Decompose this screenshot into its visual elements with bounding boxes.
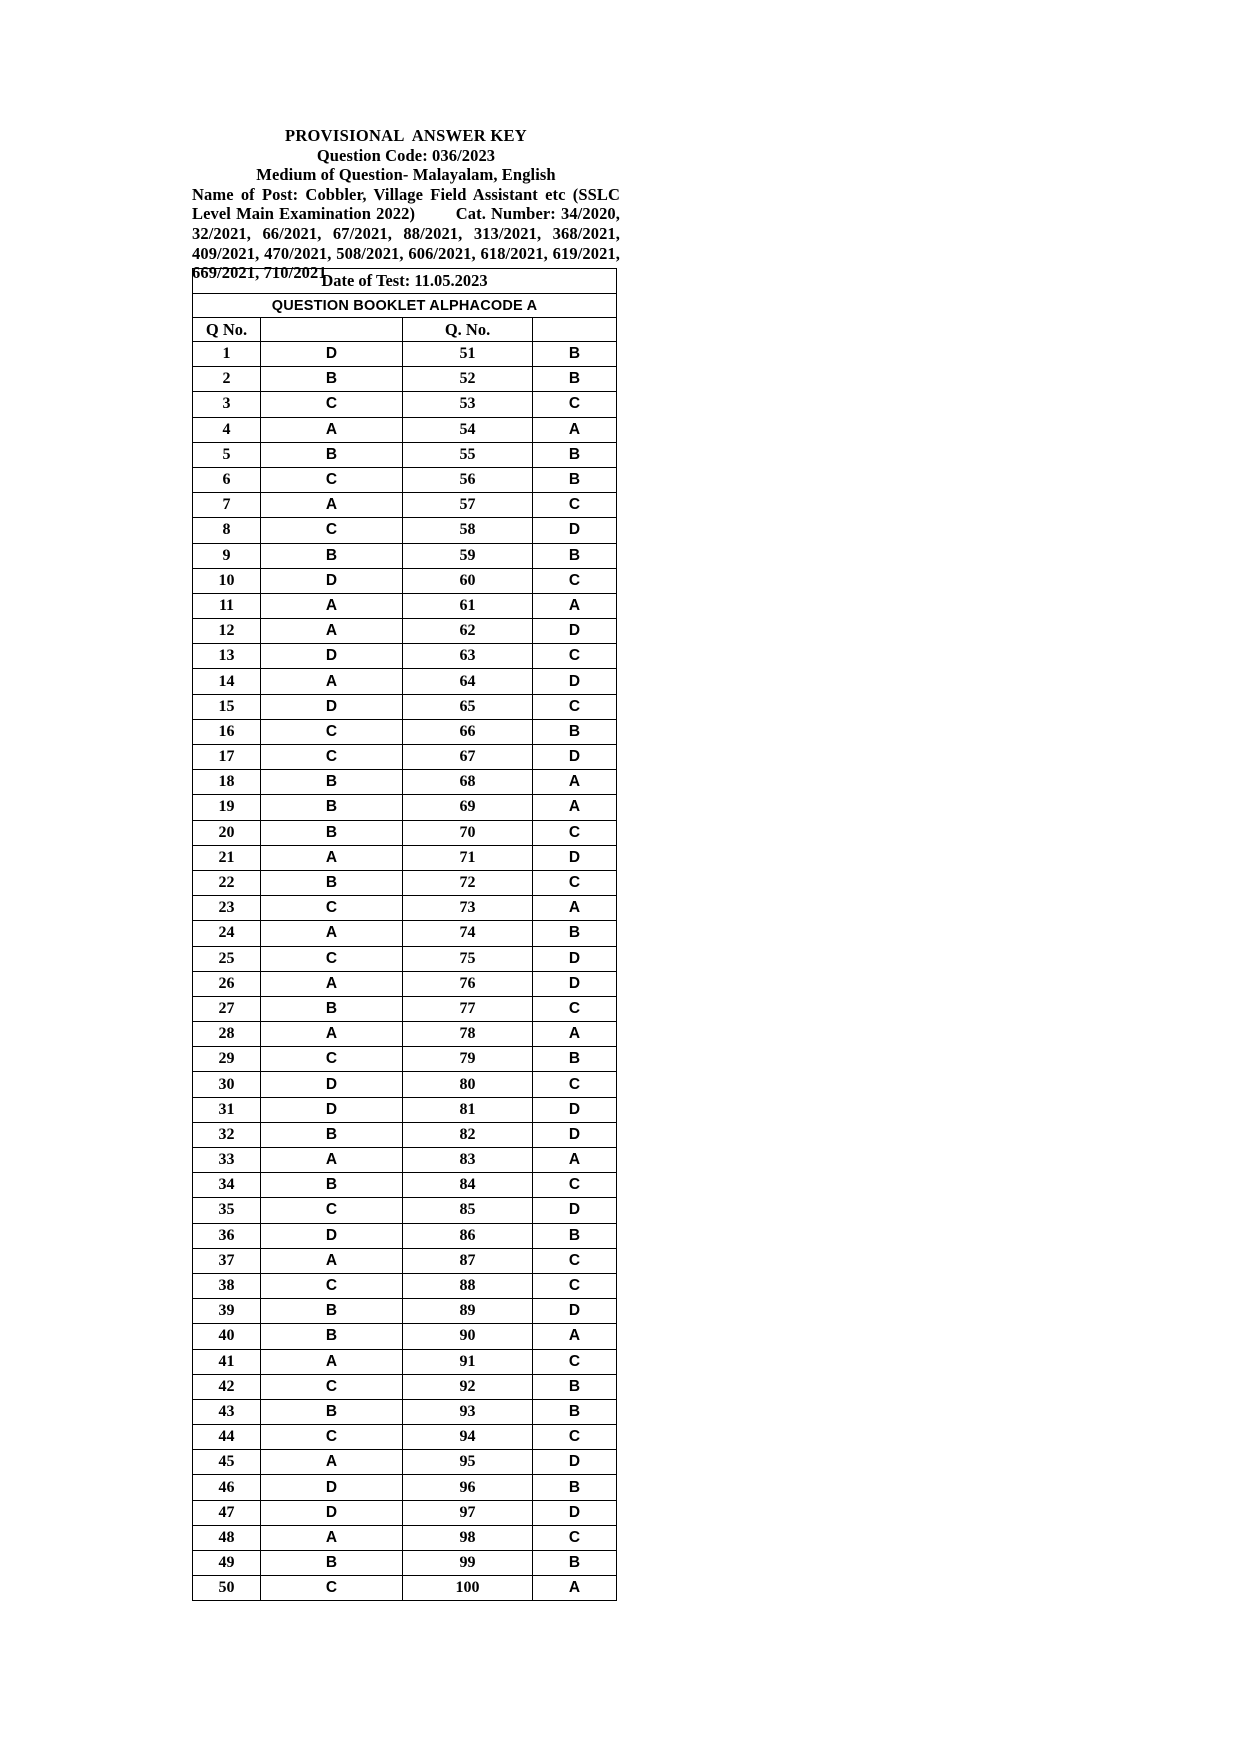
answer-left: A: [261, 593, 403, 618]
question-number-right: 81: [403, 1097, 533, 1122]
question-number-left: 6: [193, 467, 261, 492]
table-row: [193, 417, 617, 442]
table-row: [193, 996, 617, 1021]
answer-left: D: [261, 694, 403, 719]
question-number-right: 96: [403, 1475, 533, 1500]
answer-left: B: [261, 1551, 403, 1576]
question-number-left: 40: [193, 1324, 261, 1349]
table-row: [193, 1122, 617, 1147]
table-row: [193, 1349, 617, 1374]
answer-right: B: [533, 1475, 617, 1500]
answer-right: B: [533, 442, 617, 467]
post-name-line-1: Name of Post: Cobbler, Village Field Assistant etc (SSLC: [192, 184, 620, 204]
question-number-left: 25: [193, 946, 261, 971]
question-number-right: 52: [403, 367, 533, 392]
answer-left: B: [261, 1173, 403, 1198]
alphacode-row: [193, 294, 617, 318]
question-number-left: 38: [193, 1273, 261, 1298]
answer-left: B: [261, 442, 403, 467]
answer-left: D: [261, 1223, 403, 1248]
question-number-right: 57: [403, 493, 533, 518]
table-row: [193, 896, 617, 921]
answer-left: B: [261, 367, 403, 392]
answer-right: C: [533, 1273, 617, 1298]
answer-left: B: [261, 870, 403, 895]
document-header: [192, 126, 620, 283]
answer-right: C: [533, 1072, 617, 1097]
question-number-left: 7: [193, 493, 261, 518]
question-number-right: 93: [403, 1399, 533, 1424]
answer-right: C: [533, 1525, 617, 1550]
question-number-left: 47: [193, 1500, 261, 1525]
table-row: [193, 1450, 617, 1475]
answer-right: A: [533, 770, 617, 795]
question-number-right: 69: [403, 795, 533, 820]
question-number-right: 67: [403, 745, 533, 770]
question-number-right: 58: [403, 518, 533, 543]
table-row: [193, 392, 617, 417]
category-number-line-2: 409/2021, 470/2021, 508/2021, 606/2021, 618/2021, 619/2021,: [192, 243, 620, 263]
answer-right: B: [533, 1223, 617, 1248]
table-row: [193, 820, 617, 845]
answer-left: C: [261, 946, 403, 971]
answer-right: A: [533, 1576, 617, 1601]
question-number-left: 41: [193, 1349, 261, 1374]
table-row: [193, 467, 617, 492]
answer-right: D: [533, 619, 617, 644]
question-number-left: 32: [193, 1122, 261, 1147]
question-number-right: 90: [403, 1324, 533, 1349]
question-number-right: 55: [403, 442, 533, 467]
column-header-qno-left: Q No.: [193, 318, 261, 342]
table-row: [193, 745, 617, 770]
question-number-right: 60: [403, 568, 533, 593]
question-number-left: 19: [193, 795, 261, 820]
table-row: [193, 1097, 617, 1122]
question-number-left: 27: [193, 996, 261, 1021]
question-number-right: 88: [403, 1273, 533, 1298]
answer-right: B: [533, 1399, 617, 1424]
answer-left: C: [261, 1576, 403, 1601]
table-row: [193, 1525, 617, 1550]
table-row: [193, 694, 617, 719]
question-number-right: 54: [403, 417, 533, 442]
question-number-left: 18: [193, 770, 261, 795]
question-number-right: 65: [403, 694, 533, 719]
answer-left: C: [261, 467, 403, 492]
answer-left: C: [261, 896, 403, 921]
date-of-test-cell: Date of Test: 11.05.2023: [193, 269, 617, 294]
answer-right: C: [533, 392, 617, 417]
table-row: [193, 1475, 617, 1500]
answer-left: A: [261, 921, 403, 946]
answer-right: B: [533, 543, 617, 568]
answer-right: C: [533, 996, 617, 1021]
table-row: [193, 1248, 617, 1273]
answer-left: C: [261, 1198, 403, 1223]
table-row: [193, 543, 617, 568]
answer-left: B: [261, 1122, 403, 1147]
question-number-left: 14: [193, 669, 261, 694]
answer-right: D: [533, 845, 617, 870]
answer-left: A: [261, 971, 403, 996]
question-number-left: 45: [193, 1450, 261, 1475]
answer-right: D: [533, 1500, 617, 1525]
table-row: [193, 1576, 617, 1601]
question-number-left: 8: [193, 518, 261, 543]
category-number-line-3: 669/2021, 710/2021: [192, 263, 327, 283]
table-row: [193, 619, 617, 644]
table-row: [193, 1273, 617, 1298]
answer-left: D: [261, 1500, 403, 1525]
question-number-right: 91: [403, 1349, 533, 1374]
question-number-left: 35: [193, 1198, 261, 1223]
answer-right: C: [533, 493, 617, 518]
question-number-right: 97: [403, 1500, 533, 1525]
question-number-right: 78: [403, 1022, 533, 1047]
answer-right: A: [533, 1148, 617, 1173]
question-number-left: 24: [193, 921, 261, 946]
question-number-left: 34: [193, 1173, 261, 1198]
question-number-left: 16: [193, 719, 261, 744]
table-row: [193, 1324, 617, 1349]
question-number-left: 10: [193, 568, 261, 593]
question-number-right: 84: [403, 1173, 533, 1198]
column-header-answer-right: [533, 318, 617, 342]
answer-right: C: [533, 1248, 617, 1273]
question-number-right: 77: [403, 996, 533, 1021]
question-number-left: 21: [193, 845, 261, 870]
answer-left: A: [261, 619, 403, 644]
question-number-left: 9: [193, 543, 261, 568]
answer-left: D: [261, 568, 403, 593]
answer-right: A: [533, 593, 617, 618]
question-number-right: 53: [403, 392, 533, 417]
answer-left: B: [261, 996, 403, 1021]
question-number-right: 92: [403, 1374, 533, 1399]
answer-right: D: [533, 1122, 617, 1147]
question-number-right: 83: [403, 1148, 533, 1173]
answer-right: C: [533, 694, 617, 719]
question-number-left: 1: [193, 342, 261, 367]
question-number-right: 75: [403, 946, 533, 971]
answer-left: B: [261, 1299, 403, 1324]
table-row: [193, 1299, 617, 1324]
table-row: [193, 1198, 617, 1223]
table-row: [193, 1500, 617, 1525]
question-number-right: 76: [403, 971, 533, 996]
answer-right: C: [533, 1173, 617, 1198]
question-number-left: 15: [193, 694, 261, 719]
table-row: [193, 644, 617, 669]
question-number-right: 73: [403, 896, 533, 921]
question-number-right: 72: [403, 870, 533, 895]
answer-left: C: [261, 745, 403, 770]
question-number-right: 86: [403, 1223, 533, 1248]
answer-left: B: [261, 795, 403, 820]
question-number-right: 64: [403, 669, 533, 694]
answer-left: A: [261, 1450, 403, 1475]
question-number-right: 59: [403, 543, 533, 568]
column-header-row: [193, 318, 617, 342]
answer-left: A: [261, 1349, 403, 1374]
table-row: [193, 1022, 617, 1047]
answer-key-table: [192, 268, 617, 1601]
answer-left: A: [261, 417, 403, 442]
column-header-qno-right: Q. No.: [403, 318, 533, 342]
answer-right: A: [533, 795, 617, 820]
question-number-right: 100: [403, 1576, 533, 1601]
table-row: [193, 442, 617, 467]
table-row: [193, 1148, 617, 1173]
question-number-left: 42: [193, 1374, 261, 1399]
question-number-left: 46: [193, 1475, 261, 1500]
answer-right: A: [533, 417, 617, 442]
question-number-left: 31: [193, 1097, 261, 1122]
question-number-right: 74: [403, 921, 533, 946]
table-row: [193, 946, 617, 971]
question-number-right: 98: [403, 1525, 533, 1550]
table-row: [193, 795, 617, 820]
answer-right: D: [533, 1097, 617, 1122]
question-number-left: 28: [193, 1022, 261, 1047]
answer-left: A: [261, 493, 403, 518]
table-row: [193, 1425, 617, 1450]
answer-left: B: [261, 1399, 403, 1424]
answer-right: D: [533, 971, 617, 996]
table-row: [193, 493, 617, 518]
question-number-left: 37: [193, 1248, 261, 1273]
table-row: [193, 1374, 617, 1399]
answer-right: B: [533, 1551, 617, 1576]
answer-right: A: [533, 1022, 617, 1047]
medium-line: Medium of Question- Malayalam, English: [256, 165, 556, 185]
question-number-left: 23: [193, 896, 261, 921]
table-row: [193, 1399, 617, 1424]
answer-left: C: [261, 1047, 403, 1072]
question-number-left: 2: [193, 367, 261, 392]
table-row: [193, 719, 617, 744]
column-header-answer-left: [261, 318, 403, 342]
question-number-left: 11: [193, 593, 261, 618]
question-number-right: 63: [403, 644, 533, 669]
table-row: [193, 971, 617, 996]
answer-left: C: [261, 518, 403, 543]
answer-right: D: [533, 745, 617, 770]
answer-left: C: [261, 1374, 403, 1399]
question-number-left: 4: [193, 417, 261, 442]
question-number-left: 33: [193, 1148, 261, 1173]
answer-right: B: [533, 342, 617, 367]
answer-left: B: [261, 770, 403, 795]
answer-key-table-body: [193, 269, 617, 1601]
answer-right: D: [533, 669, 617, 694]
table-row: [193, 367, 617, 392]
answer-right: B: [533, 719, 617, 744]
question-number-right: 61: [403, 593, 533, 618]
answer-right: B: [533, 921, 617, 946]
answer-left: D: [261, 644, 403, 669]
question-number-right: 80: [403, 1072, 533, 1097]
question-number-left: 30: [193, 1072, 261, 1097]
answer-left: A: [261, 1525, 403, 1550]
answer-right: B: [533, 467, 617, 492]
question-number-right: 99: [403, 1551, 533, 1576]
answer-right: C: [533, 870, 617, 895]
table-row: [193, 1173, 617, 1198]
question-number-left: 22: [193, 870, 261, 895]
answer-right: D: [533, 1299, 617, 1324]
date-of-test-row: [193, 269, 617, 294]
answer-left: A: [261, 1148, 403, 1173]
table-row: [193, 921, 617, 946]
answer-right: A: [533, 896, 617, 921]
question-number-left: 39: [193, 1299, 261, 1324]
table-row: [193, 518, 617, 543]
answer-left: D: [261, 342, 403, 367]
answer-right: C: [533, 644, 617, 669]
table-row: [193, 1047, 617, 1072]
answer-left: D: [261, 1475, 403, 1500]
question-number-left: 50: [193, 1576, 261, 1601]
question-number-left: 17: [193, 745, 261, 770]
question-number-right: 51: [403, 342, 533, 367]
alphacode-cell: QUESTION BOOKLET ALPHACODE A: [193, 294, 617, 318]
answer-right: D: [533, 1450, 617, 1475]
answer-left: C: [261, 719, 403, 744]
question-number-right: 89: [403, 1299, 533, 1324]
question-number-left: 36: [193, 1223, 261, 1248]
question-number-right: 70: [403, 820, 533, 845]
page-title: PROVISIONAL ANSWER KEY: [284, 126, 528, 145]
answer-left: A: [261, 1248, 403, 1273]
question-number-left: 26: [193, 971, 261, 996]
table-row: [193, 1551, 617, 1576]
question-code-line: Question Code: 036/2023: [316, 145, 496, 165]
question-number-left: 5: [193, 442, 261, 467]
question-number-right: 68: [403, 770, 533, 795]
question-number-right: 87: [403, 1248, 533, 1273]
question-number-right: 85: [403, 1198, 533, 1223]
table-row: [193, 669, 617, 694]
question-number-left: 48: [193, 1525, 261, 1550]
question-number-right: 94: [403, 1425, 533, 1450]
question-number-left: 13: [193, 644, 261, 669]
answer-right: D: [533, 1198, 617, 1223]
question-number-left: 20: [193, 820, 261, 845]
question-number-left: 29: [193, 1047, 261, 1072]
answer-left: C: [261, 392, 403, 417]
table-row: [193, 593, 617, 618]
table-row: [193, 342, 617, 367]
answer-right: C: [533, 1349, 617, 1374]
answer-left: D: [261, 1097, 403, 1122]
table-row: [193, 870, 617, 895]
answer-left: A: [261, 845, 403, 870]
question-number-left: 12: [193, 619, 261, 644]
post-name-line-2: Level Main Examination 2022) Cat. Number: 34/2020,: [192, 204, 620, 224]
answer-right: A: [533, 1324, 617, 1349]
question-number-right: 95: [403, 1450, 533, 1475]
question-number-left: 49: [193, 1551, 261, 1576]
answer-right: C: [533, 568, 617, 593]
answer-left: A: [261, 669, 403, 694]
answer-right: D: [533, 518, 617, 543]
question-number-right: 82: [403, 1122, 533, 1147]
answer-left: C: [261, 1425, 403, 1450]
answer-left: B: [261, 820, 403, 845]
answer-left: A: [261, 1022, 403, 1047]
question-number-right: 62: [403, 619, 533, 644]
question-number-right: 79: [403, 1047, 533, 1072]
answer-left: D: [261, 1072, 403, 1097]
question-number-left: 3: [193, 392, 261, 417]
table-row: [193, 568, 617, 593]
table-row: [193, 1223, 617, 1248]
answer-right: D: [533, 946, 617, 971]
table-row: [193, 770, 617, 795]
category-number-line-1: 32/2021, 66/2021, 67/2021, 88/2021, 313/2021, 368/2021,: [192, 223, 620, 243]
answer-right: B: [533, 367, 617, 392]
answer-left: C: [261, 1273, 403, 1298]
answer-right: B: [533, 1374, 617, 1399]
question-number-right: 66: [403, 719, 533, 744]
question-number-left: 43: [193, 1399, 261, 1424]
table-row: [193, 1072, 617, 1097]
answer-left: B: [261, 1324, 403, 1349]
question-number-right: 56: [403, 467, 533, 492]
question-number-right: 71: [403, 845, 533, 870]
table-row: [193, 845, 617, 870]
question-number-left: 44: [193, 1425, 261, 1450]
answer-right: C: [533, 1425, 617, 1450]
answer-left: B: [261, 543, 403, 568]
answer-right: B: [533, 1047, 617, 1072]
answer-right: C: [533, 820, 617, 845]
